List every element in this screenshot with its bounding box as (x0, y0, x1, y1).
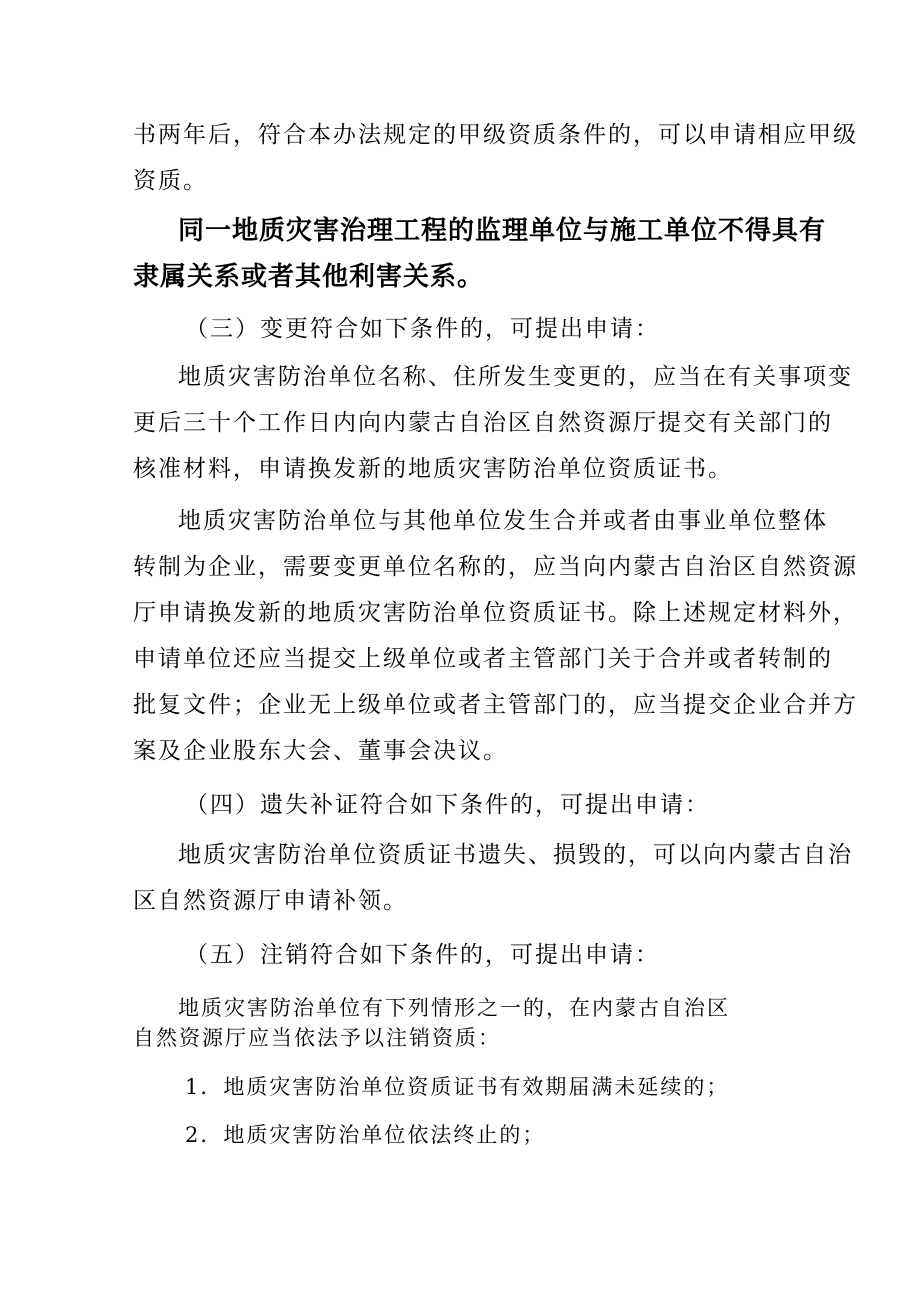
text-line: 核准材料，申请换发新的地质灾害防治单位资质证书。 (133, 456, 733, 482)
text-line: 申请单位还应当提交上级单位或者主管部门关于合并或者转制的 (133, 646, 833, 672)
text-line: 地质灾害防治单位与其他单位发生合并或者由事业单位整体 (178, 508, 828, 534)
section-heading: （四）遗失补证符合如下条件的，可提出申请： (185, 792, 710, 818)
list-item: 1．地质灾害防治单位资质证书有效期届满未延续的； (185, 1075, 730, 1099)
text-line: 地质灾害防治单位有下列情形之一的，在内蒙古自治区 (178, 996, 730, 1020)
text-line: 资质。 (133, 168, 208, 194)
text-line: 案及企业股东大会、董事会决议。 (133, 738, 508, 764)
text-line: 地质灾害防治单位名称、住所发生变更的，应当在有关事项变 (178, 364, 853, 390)
section-heading: （五）注销符合如下条件的，可提出申请： (185, 942, 660, 968)
bold-paragraph-line: 同一地质灾害治理工程的监理单位与施工单位不得具有 (178, 216, 827, 246)
text-line: 转制为企业，需要变更单位名称的，应当向内蒙古自治区自然资源 (133, 554, 858, 580)
text-line: 地质灾害防治单位资质证书遗失、损毁的，可以向内蒙古自治 (178, 842, 853, 868)
text-line: 厅申请换发新的地质灾害防治单位资质证书。除上述规定材料外， (133, 600, 858, 626)
text-line: 更后三十个工作日内向内蒙古自治区自然资源厅提交有关部门的 (133, 410, 833, 436)
text-line: 书两年后，符合本办法规定的甲级资质条件的，可以申请相应甲级 (133, 122, 858, 148)
section-heading: （三）变更符合如下条件的，可提出申请： (185, 316, 660, 342)
text-line: 自然资源厅应当依法予以注销资质： (133, 1026, 501, 1050)
text-line: 区自然资源厅申请补领。 (133, 888, 408, 914)
bold-paragraph-line: 隶属关系或者其他利害关系。 (133, 262, 485, 292)
text-line: 批复文件；企业无上级单位或者主管部门的，应当提交企业合并方 (133, 692, 858, 718)
list-item: 2．地质灾害防治单位依法终止的； (185, 1123, 546, 1147)
